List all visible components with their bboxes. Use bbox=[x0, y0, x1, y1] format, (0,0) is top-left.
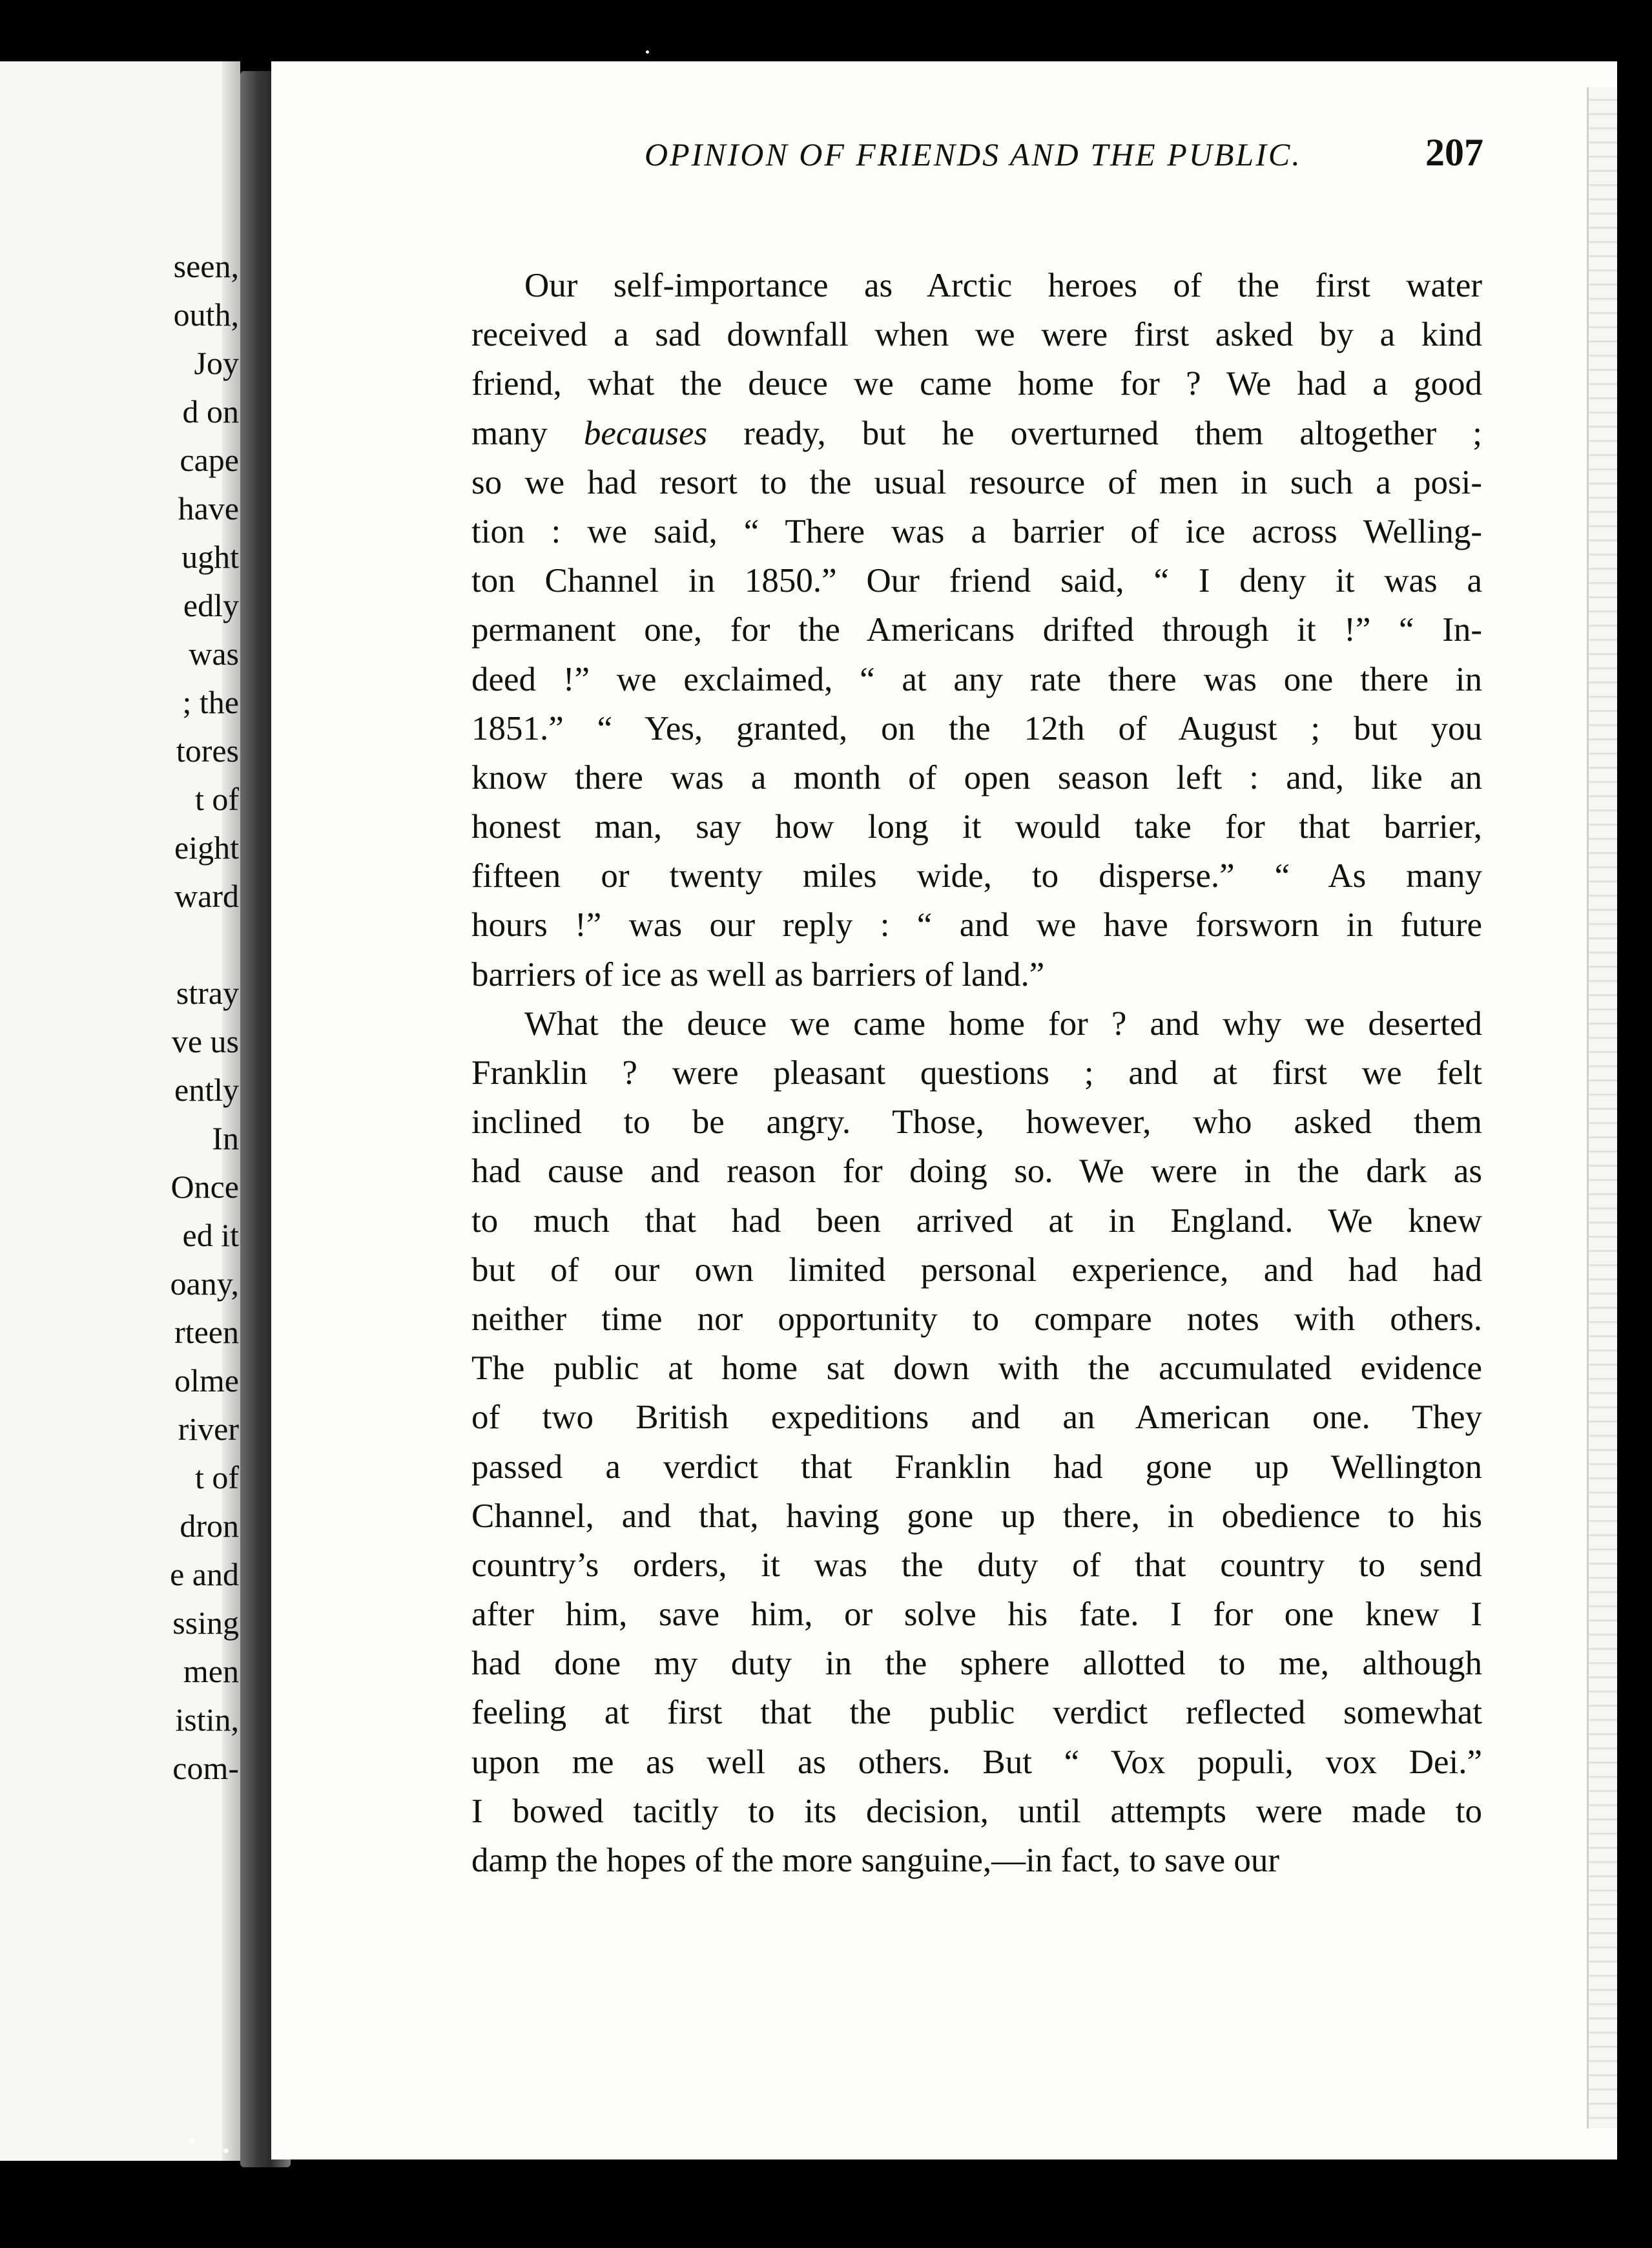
left-page-line: have bbox=[178, 490, 239, 526]
left-page-line: ward bbox=[174, 878, 239, 914]
text-line: Our self-importance as Arctic heroes of the first water bbox=[524, 267, 1482, 304]
running-title: OPINION OF FRIENDS AND THE PUBLIC. bbox=[645, 136, 1302, 172]
page-number: 207 bbox=[1425, 131, 1483, 174]
left-page-line: ssing bbox=[172, 1605, 239, 1641]
left-page-line: ed it bbox=[182, 1217, 239, 1253]
left-page-line: olme bbox=[174, 1362, 239, 1399]
left-page-line: ve us bbox=[171, 1023, 239, 1059]
text-line: to much that had been arrived at in England. We knew bbox=[471, 1202, 1482, 1240]
paragraph-gap bbox=[0, 921, 240, 969]
left-page-line: eight bbox=[174, 829, 239, 866]
left-page-line: Once bbox=[170, 1169, 239, 1205]
running-head bbox=[349, 129, 1483, 187]
text-line: received a sad downfall when we were first asked by a kind bbox=[471, 316, 1482, 354]
text-line: so we had resort to the usual resource of men in such a posi- bbox=[471, 463, 1482, 501]
left-page-line: men bbox=[183, 1653, 239, 1689]
text-line: deed !” we exclaimed, “ at any rate there was one there in bbox=[471, 660, 1482, 698]
text-line: 1851.” “ Yes, granted, on the 12th of August ; but you bbox=[471, 709, 1482, 747]
text-line: fifteen or twenty miles wide, to disperse.” “ As many bbox=[471, 857, 1482, 895]
text-line: barriers of ice as well as barriers of land.” bbox=[471, 955, 1045, 994]
left-page-line: oany, bbox=[170, 1265, 239, 1302]
text-line: ton Channel in 1850.” Our friend said, “ I deny it was a bbox=[471, 562, 1482, 600]
left-page-line: ught bbox=[181, 539, 239, 575]
left-page-line: was bbox=[189, 636, 239, 672]
left-page-line: seen, bbox=[173, 248, 239, 284]
left-page-line: t of bbox=[194, 781, 239, 817]
text-line: many becauses ready, but he overturned them altogether ; bbox=[471, 414, 1482, 452]
text-line: Channel, and that, having gone up there, in obedience to his bbox=[471, 1497, 1482, 1535]
text-line: country’s orders, it was the duty of that country to send bbox=[471, 1546, 1482, 1584]
italic-word: becauses bbox=[583, 414, 708, 452]
left-page-line: com- bbox=[172, 1750, 239, 1786]
left-page-line: outh, bbox=[173, 297, 239, 333]
text-line: The public at home sat down with the accumulated evidence bbox=[471, 1349, 1482, 1388]
left-page-line: Joy bbox=[194, 345, 239, 381]
text-line: damp the hopes of the more sanguine,—in fact, to save our bbox=[471, 1842, 1280, 1879]
text-line: had cause and reason for doing so. We were in the dark as bbox=[471, 1152, 1482, 1191]
paragraph bbox=[471, 999, 1482, 1885]
dust-speck bbox=[189, 2138, 194, 2144]
body-text bbox=[471, 261, 1482, 1885]
left-page-line: istin, bbox=[175, 1702, 239, 1738]
text-line: permanent one, for the Americans drifted through it !” “ In- bbox=[471, 611, 1482, 649]
left-page bbox=[0, 61, 240, 2161]
text-line: neither time nor opportunity to compare notes with others. bbox=[471, 1300, 1482, 1338]
left-page-line: stray bbox=[176, 975, 239, 1011]
text-line: but of our own limited personal experience, and had had bbox=[471, 1251, 1482, 1289]
left-page-line: cape bbox=[180, 442, 239, 478]
left-page-line: rteen bbox=[174, 1314, 239, 1350]
left-page-line: In bbox=[212, 1120, 239, 1156]
text-line: Franklin ? were pleasant questions ; and at first we felt bbox=[471, 1054, 1482, 1092]
left-page-line: tores bbox=[176, 733, 239, 769]
dust-speck bbox=[646, 50, 649, 54]
text-line: friend, what the deuce we came home for ? We had a good bbox=[471, 365, 1482, 403]
text-line: I bowed tacitly to its decision, until attempts were made to bbox=[471, 1792, 1482, 1830]
text-line: after him, save him, or solve his fate. I for one knew I bbox=[471, 1596, 1482, 1634]
left-page-line: ; the bbox=[182, 684, 239, 720]
left-page-line: river bbox=[178, 1411, 239, 1447]
left-page-line: ently bbox=[174, 1072, 239, 1108]
left-page-line: t of bbox=[194, 1459, 239, 1495]
left-page-line: d on bbox=[182, 393, 239, 430]
text-line: hours !” was our reply : “ and we have forsworn in future bbox=[471, 906, 1482, 944]
text-line: inclined to be angry. Those, however, who asked them bbox=[471, 1103, 1482, 1141]
left-page-line: edly bbox=[183, 587, 239, 623]
text-line: upon me as well as others. But “ Vox populi, vox Dei.” bbox=[471, 1743, 1482, 1781]
dust-speck bbox=[223, 2149, 229, 2153]
text-line: feeling at first that the public verdict reflected somewhat bbox=[471, 1694, 1482, 1732]
paragraph bbox=[471, 261, 1482, 999]
page-edge bbox=[1587, 87, 1617, 2128]
text-line: tion : we said, “ There was a barrier of ice across Welling- bbox=[471, 512, 1482, 550]
text-line: honest man, say how long it would take for that barrier, bbox=[471, 808, 1482, 846]
left-page-line: dron bbox=[180, 1508, 239, 1544]
left-page-line: e and bbox=[170, 1556, 239, 1592]
text-line: of two British expeditions and an American one. They bbox=[471, 1399, 1482, 1437]
text-line: know there was a month of open season left : and, like an bbox=[471, 758, 1482, 796]
left-page-text bbox=[0, 242, 240, 1793]
text-line: What the deuce we came home for ? and why we deserted bbox=[524, 1004, 1482, 1043]
text-line: had done my duty in the sphere allotted to me, although bbox=[471, 1645, 1482, 1683]
text-line: passed a verdict that Franklin had gone up Wellington bbox=[471, 1448, 1482, 1486]
